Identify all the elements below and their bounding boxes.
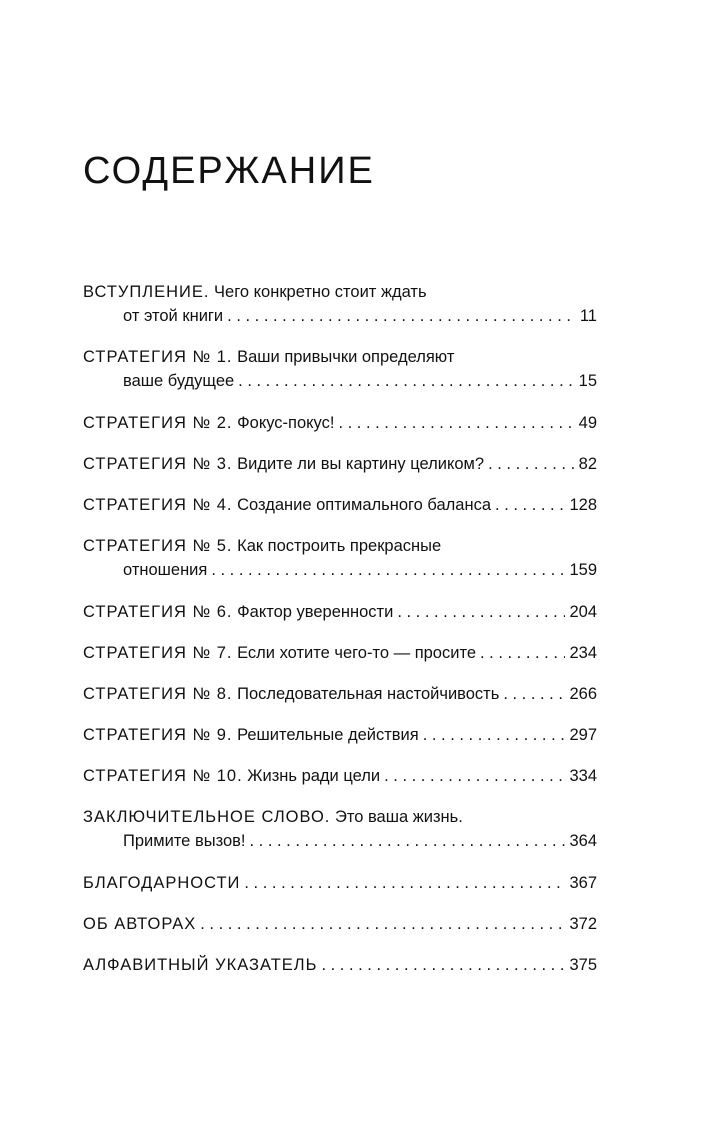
toc-entry-title: Ваши привычки определяют bbox=[237, 348, 455, 366]
toc-entry-title: Чего конкретно стоит ждать bbox=[214, 283, 427, 301]
toc-entry-lead: СТРАТЕГИЯ № 9. bbox=[83, 726, 233, 744]
toc-entry-strategy-8[interactable] bbox=[83, 682, 597, 706]
toc-entry-strategy-5[interactable] bbox=[83, 534, 597, 582]
toc-entry-title-cont: ваше будущее bbox=[123, 372, 235, 390]
page-title: СОДЕРЖАНИЕ bbox=[83, 150, 375, 192]
toc-entry-line bbox=[83, 280, 597, 304]
toc-entry-line bbox=[83, 452, 597, 476]
toc-entry-title: Последовательная настойчивость bbox=[237, 685, 500, 703]
toc-entry-lead: СТРАТЕГИЯ № 5. bbox=[83, 537, 233, 555]
dot-leader bbox=[227, 304, 575, 328]
page-number: 234 bbox=[569, 644, 597, 662]
dot-leader bbox=[495, 493, 565, 517]
toc-entry-lead: СТРАТЕГИЯ № 10. bbox=[83, 767, 243, 785]
dot-leader bbox=[338, 411, 574, 435]
dot-leader bbox=[503, 682, 565, 706]
toc-entry-line bbox=[83, 493, 597, 517]
toc-entry-introduction[interactable] bbox=[83, 280, 597, 328]
toc-entry-line bbox=[83, 805, 597, 829]
toc-entry-index[interactable] bbox=[83, 953, 597, 977]
dot-leader bbox=[244, 871, 565, 895]
page-number: 364 bbox=[569, 832, 597, 850]
toc-entry-lead: СТРАТЕГИЯ № 3. bbox=[83, 455, 233, 473]
toc-entry-title: Это ваша жизнь. bbox=[334, 808, 463, 826]
toc-entry-title-cont: Примите вызов! bbox=[123, 832, 246, 850]
dot-leader bbox=[321, 953, 565, 977]
toc-entry-acknowledgements[interactable] bbox=[83, 871, 597, 895]
toc-entry-lead: СТРАТЕГИЯ № 6. bbox=[83, 603, 233, 621]
toc-entry-title: Как построить прекрасные bbox=[237, 537, 442, 555]
toc-entry-lead: СТРАТЕГИЯ № 8. bbox=[83, 685, 233, 703]
toc-entry-conclusion[interactable] bbox=[83, 805, 597, 853]
toc-entry-strategy-10[interactable] bbox=[83, 764, 597, 788]
page-number: 367 bbox=[569, 874, 597, 892]
page-number: 128 bbox=[569, 496, 597, 514]
toc-entry-title: Решительные действия bbox=[237, 726, 419, 744]
toc-entry-line bbox=[83, 723, 597, 747]
toc-entry-lead: ЗАКЛЮЧИТЕЛЬНОЕ СЛОВО. bbox=[83, 808, 331, 826]
toc-entry-line bbox=[83, 534, 597, 558]
page-number: 334 bbox=[569, 767, 597, 785]
toc-entry-line bbox=[83, 912, 597, 936]
page-number: 11 bbox=[579, 307, 597, 325]
toc-entry-lead: ВСТУПЛЕНИЕ. bbox=[83, 283, 210, 301]
dot-leader bbox=[384, 764, 565, 788]
toc-entry-line bbox=[83, 764, 597, 788]
toc-entry-title: Фокус-покус! bbox=[237, 414, 335, 432]
toc-entry-lead: ОБ АВТОРАХ bbox=[83, 915, 197, 933]
toc-entry-line bbox=[83, 600, 597, 624]
page-number: 49 bbox=[578, 414, 597, 432]
toc-entry-line bbox=[83, 682, 597, 706]
toc-entry-line bbox=[83, 558, 597, 582]
toc-entry-strategy-7[interactable] bbox=[83, 641, 597, 665]
toc-entry-line bbox=[83, 641, 597, 665]
toc-entry-title: Создание оптимального баланса bbox=[237, 496, 492, 514]
toc-entry-strategy-2[interactable] bbox=[83, 411, 597, 435]
toc-entry-lead: СТРАТЕГИЯ № 7. bbox=[83, 644, 233, 662]
page-number: 204 bbox=[569, 603, 597, 621]
toc-entry-line bbox=[83, 369, 597, 393]
toc-entry-lead: БЛАГОДАРНОСТИ bbox=[83, 874, 241, 892]
dot-leader bbox=[480, 641, 565, 665]
toc-entry-line bbox=[83, 871, 597, 895]
dot-leader bbox=[238, 369, 574, 393]
toc-entry-strategy-1[interactable] bbox=[83, 345, 597, 393]
page-number: 82 bbox=[578, 455, 597, 473]
dot-leader bbox=[200, 912, 565, 936]
toc-entry-title-cont: от этой книги bbox=[123, 307, 224, 325]
toc-entry-title: Видите ли вы картину целиком? bbox=[237, 455, 485, 473]
toc-entry-line bbox=[83, 953, 597, 977]
toc-entry-line bbox=[83, 345, 597, 369]
toc-entry-lead: СТРАТЕГИЯ № 2. bbox=[83, 414, 233, 432]
toc-entry-lead: АЛФАВИТНЫЙ УКАЗАТЕЛЬ bbox=[83, 956, 318, 974]
page-number: 15 bbox=[578, 372, 597, 390]
page-number: 159 bbox=[569, 561, 597, 579]
dot-leader bbox=[249, 829, 565, 853]
toc-entry-lead: СТРАТЕГИЯ № 1. bbox=[83, 348, 233, 366]
toc-entry-title: Если хотите чего-то — просите bbox=[237, 644, 476, 662]
toc-entry-title: Жизнь ради цели bbox=[247, 767, 381, 785]
toc-entry-line bbox=[83, 829, 597, 853]
toc-entry-title: Фактор уверенности bbox=[237, 603, 394, 621]
toc-entry-title-cont: отношения bbox=[123, 561, 208, 579]
toc-entry-strategy-3[interactable] bbox=[83, 452, 597, 476]
page-number: 297 bbox=[569, 726, 597, 744]
dot-leader bbox=[397, 600, 565, 624]
toc-entry-line bbox=[83, 304, 597, 328]
dot-leader bbox=[211, 558, 565, 582]
toc-entry-about-authors[interactable] bbox=[83, 912, 597, 936]
toc-entry-strategy-6[interactable] bbox=[83, 600, 597, 624]
dot-leader bbox=[423, 723, 566, 747]
toc-entry-line bbox=[83, 411, 597, 435]
page-number: 372 bbox=[569, 915, 597, 933]
page-number: 266 bbox=[569, 685, 597, 703]
toc-entry-strategy-9[interactable] bbox=[83, 723, 597, 747]
page-number: 375 bbox=[569, 956, 597, 974]
toc-entry-lead: СТРАТЕГИЯ № 4. bbox=[83, 496, 233, 514]
toc-entry-strategy-4[interactable] bbox=[83, 493, 597, 517]
dot-leader bbox=[488, 452, 575, 476]
